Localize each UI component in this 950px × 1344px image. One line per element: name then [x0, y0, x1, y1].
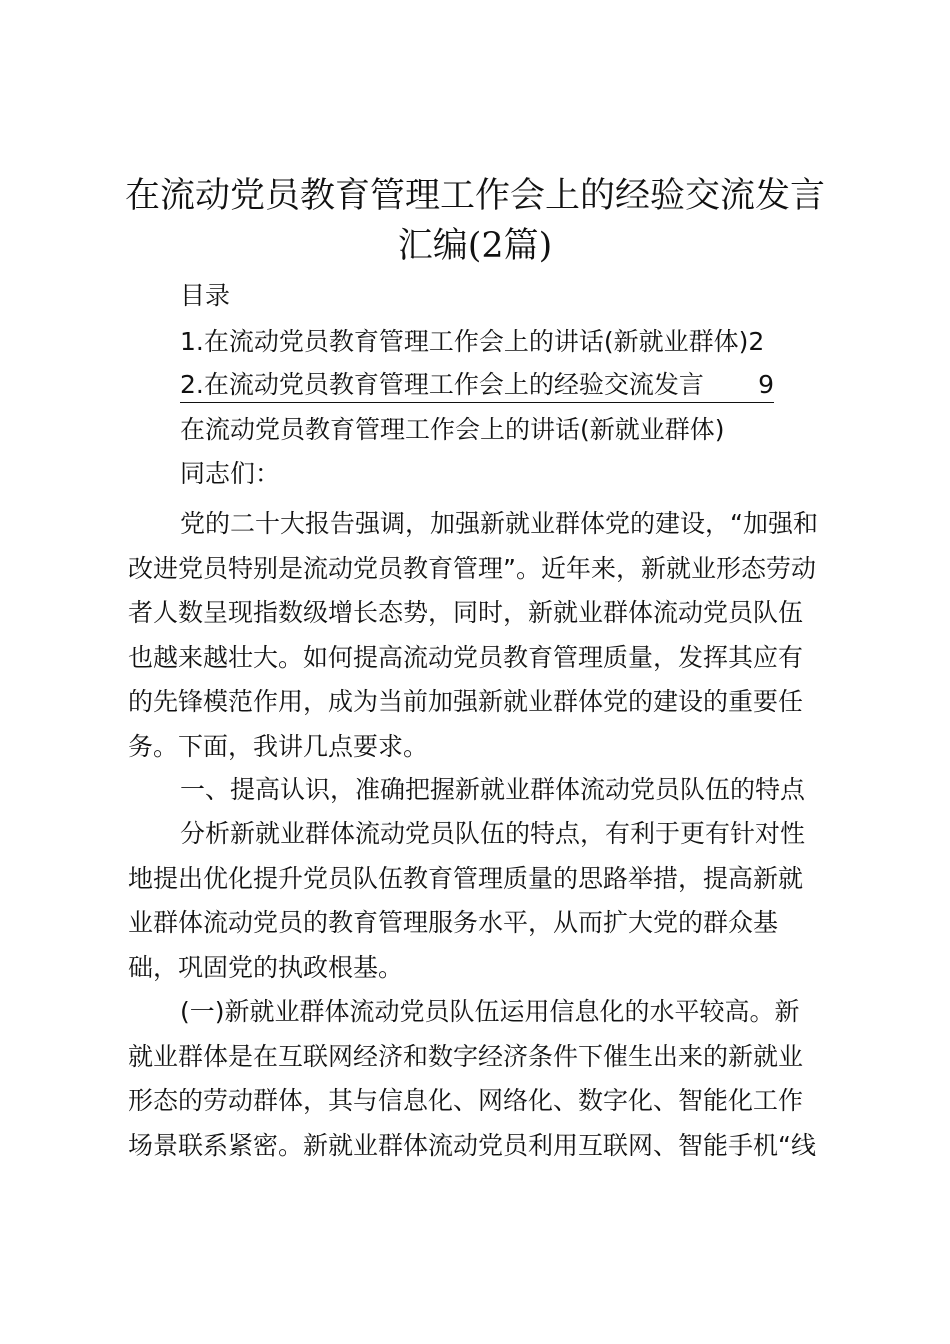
- paragraph-2: [128, 812, 832, 990]
- paragraph-3: [128, 990, 832, 1168]
- toc-heading: 目录: [180, 281, 231, 310]
- paragraph-line: 的先锋模范作用，成为当前加强新就业群体党的建设的重要任: [128, 687, 804, 716]
- toc-item-2-page: 9: [758, 370, 774, 399]
- paragraph-line: 务。下面，我讲几点要求。: [128, 731, 429, 761]
- paragraph-line: 础，巩固党的执政根基。: [128, 952, 404, 982]
- greeting: 同志们：: [180, 459, 281, 488]
- document-title-line-2: 汇编(2篇): [397, 226, 553, 266]
- paragraph-line: 形态的劳动群体，其与信息化、网络化、数字化、智能化工作: [128, 1086, 804, 1115]
- paragraph-line: 党的二十大报告强调，加强新就业群体党的建设，“加强和: [180, 509, 818, 538]
- toc-item-1[interactable]: [180, 324, 764, 360]
- paragraph-line: 业群体流动党员的教育管理服务水平，从而扩大党的群众基: [128, 908, 779, 937]
- toc-item-1-text: 1.在流动党员教育管理工作会上的讲话(新就业群体): [180, 327, 749, 356]
- paragraph-line: 场景联系紧密。新就业群体流动党员利用互联网、智能手机“线: [128, 1130, 816, 1160]
- toc-item-2[interactable]: [180, 368, 774, 403]
- toc-item-2-text: 2.在流动党员教育管理工作会上的经验交流发言: [180, 370, 704, 399]
- paragraph-line: 改进党员特别是流动党员教育管理”。近年来，新就业形态劳动: [128, 553, 816, 583]
- paragraph-1: [128, 502, 832, 769]
- paragraph-line: 就业群体是在互联网经济和数字经济条件下催生出来的新就业: [128, 1041, 804, 1071]
- heading-1: [128, 768, 832, 813]
- document-title-line-1: 在流动党员教育管理工作会上的经验交流发言: [124, 176, 825, 216]
- toc-item-1-page: 2: [748, 327, 765, 356]
- paragraph-line: 也越来越壮大。如何提高流动党员教育管理质量，发挥其应有: [128, 642, 804, 672]
- section-title: 在流动党员教育管理工作会上的讲话(新就业群体): [180, 415, 725, 444]
- paragraph-line: 地提出优化提升党员队伍教育管理质量的思路举措，提高新就: [128, 863, 804, 893]
- paragraph-line: (一)新就业群体流动党员队伍运用信息化的水平较高。新: [180, 997, 800, 1026]
- heading-line: 一、提高认识，准确把握新就业群体流动党员队伍的特点: [180, 775, 806, 804]
- paragraph-line: 者人数呈现指数级增长态势，同时，新就业群体流动党员队伍: [128, 598, 804, 627]
- paragraph-line: 分析新就业群体流动党员队伍的特点，有利于更有针对性: [180, 819, 806, 848]
